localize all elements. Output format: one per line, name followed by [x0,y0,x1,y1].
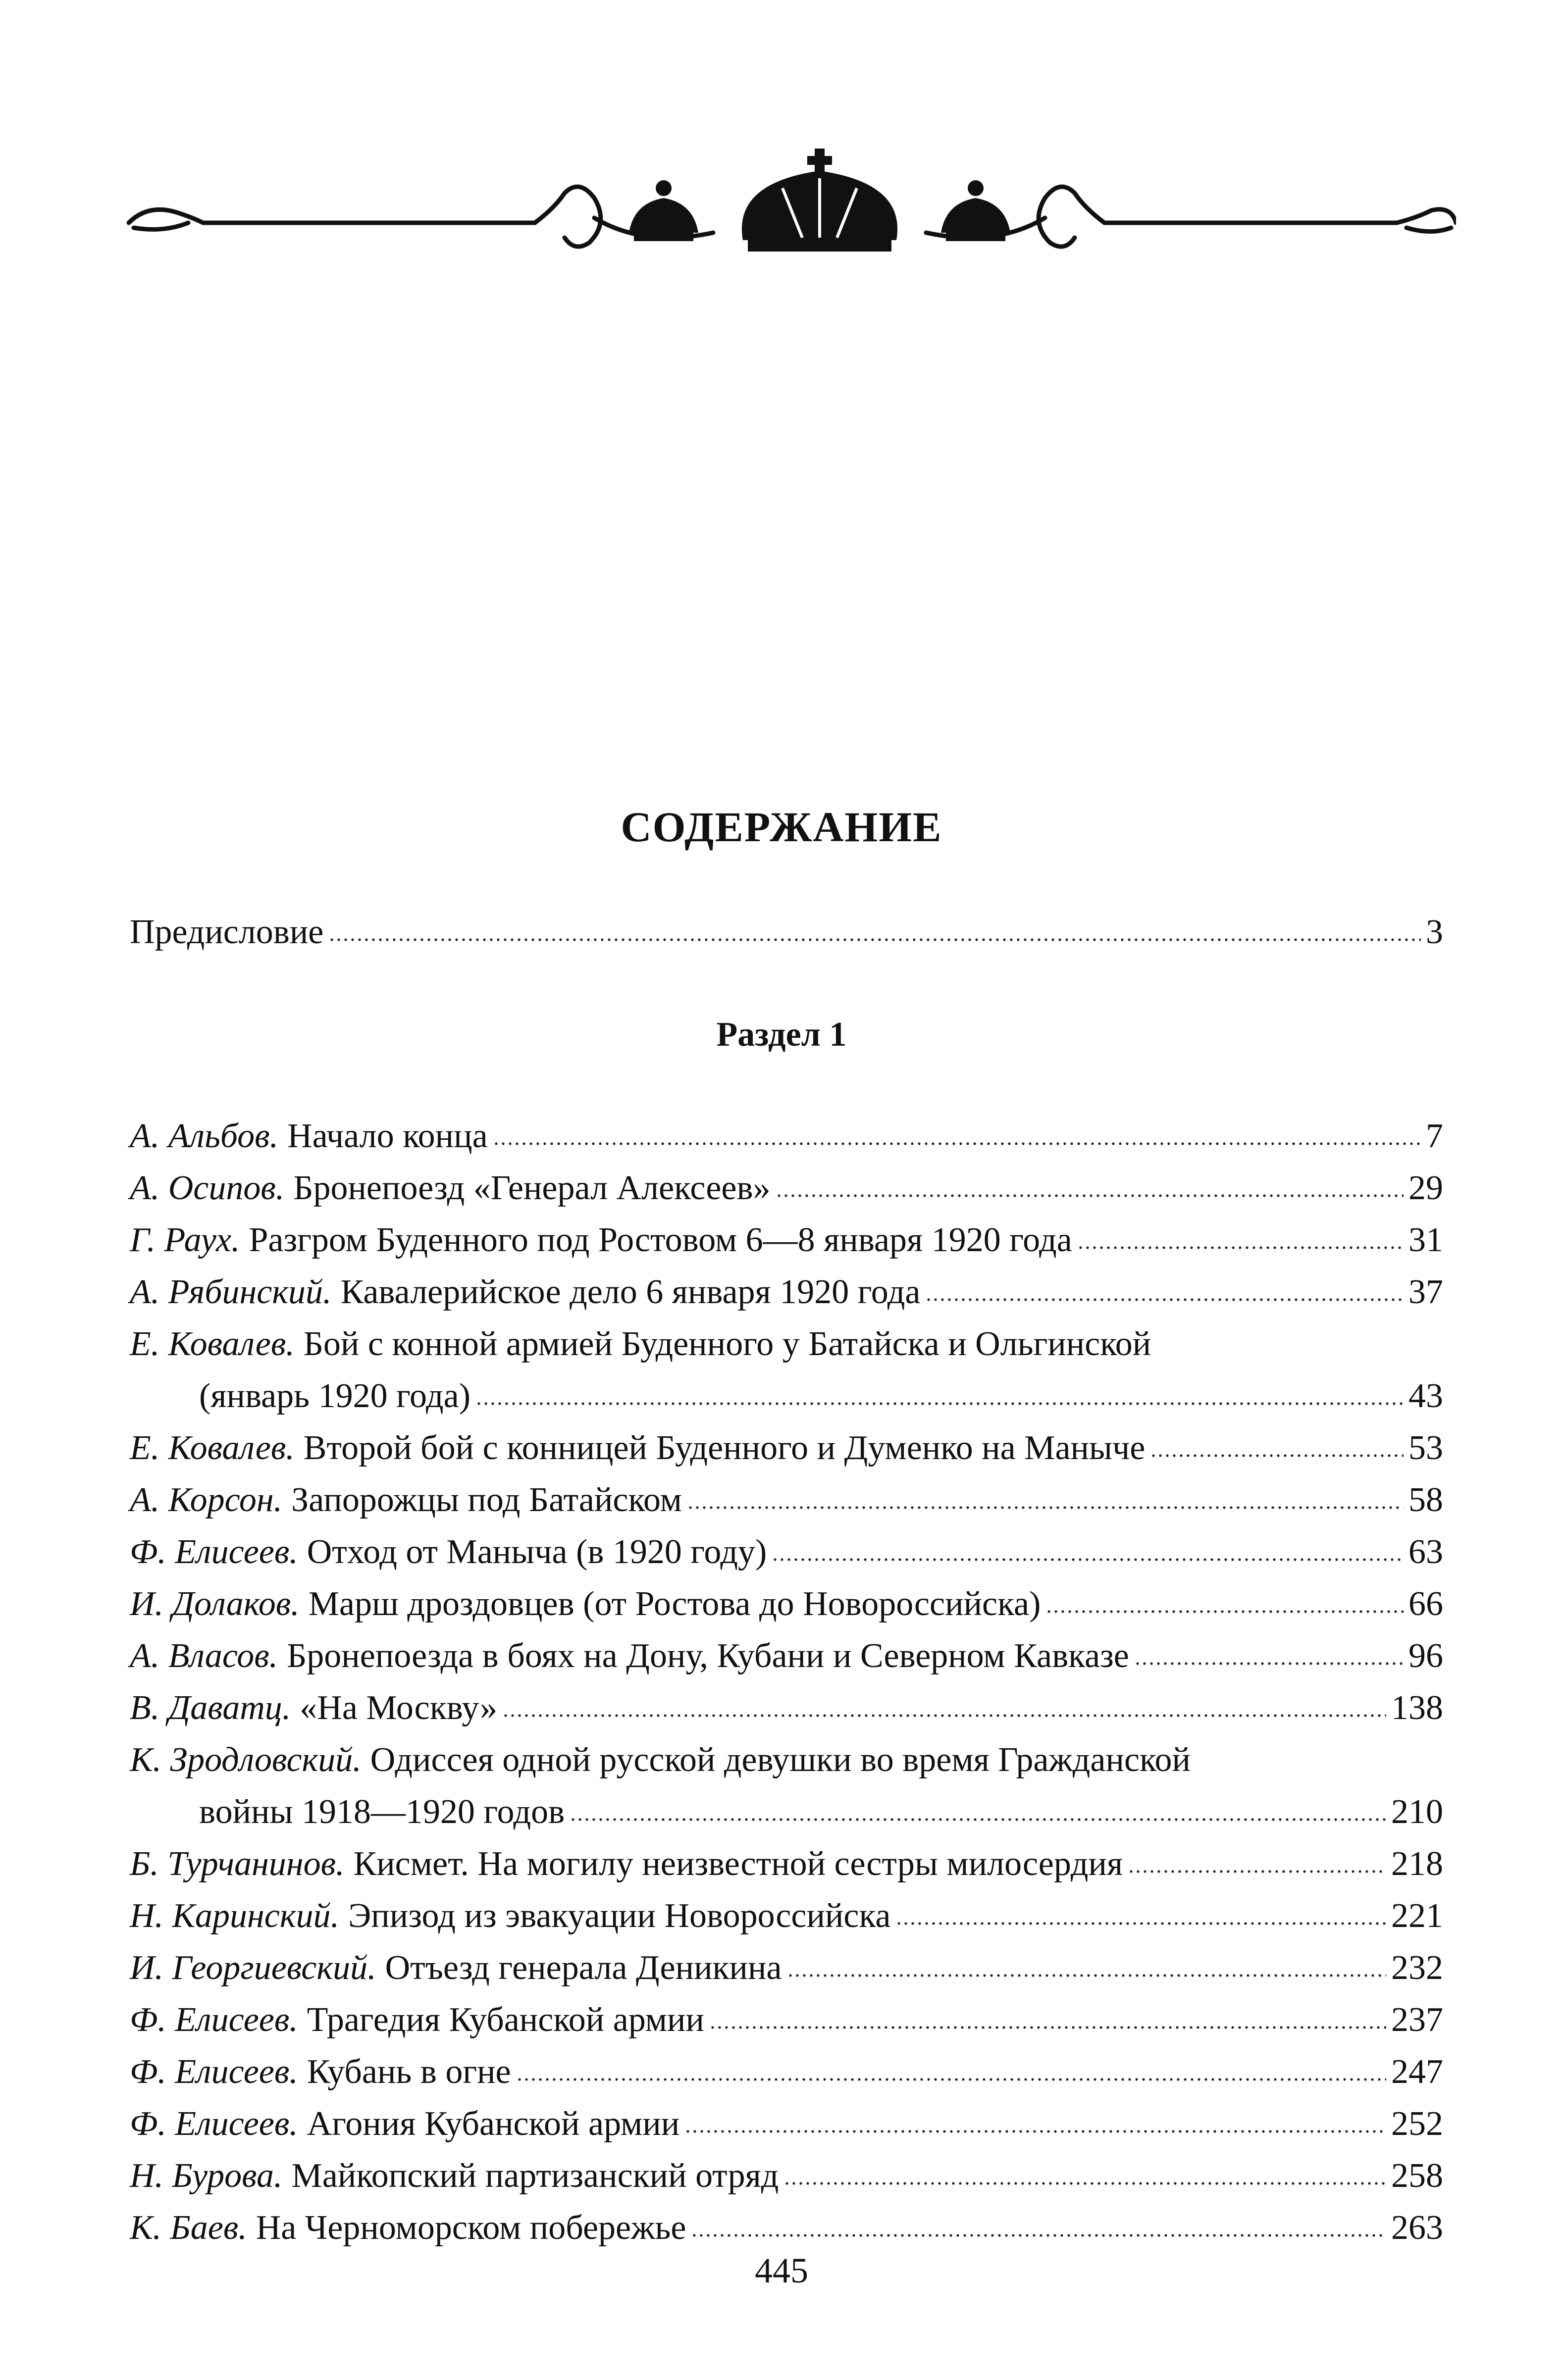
dot-leader [895,1920,1386,1927]
entry-author: В. Даватц. [130,1689,291,1727]
entry-line [130,2202,1443,2254]
dot-leader [772,1556,1404,1563]
toc-entry[interactable] [130,1578,1443,1630]
entry-author: Н. Каринский. [130,1897,340,1935]
entry-title: Бой с конной армией Буденного у Батайска и Ольгинской [303,1325,1151,1363]
dot-leader [1077,1244,1404,1251]
dot-leader [1045,1608,1404,1615]
entry-title: Разгром Буденного под Ростовом 6—8 января 1920 года [249,1221,1072,1259]
entry-line [130,1318,1443,1370]
entry-page: 7 [1426,1117,1443,1155]
toc-entry[interactable] [130,1890,1443,1942]
entry-line [130,1578,1443,1630]
toc-entry[interactable] [130,1110,1443,1162]
entry-line [130,1734,1443,1786]
entry-author: Ф. Елисеев. [130,2053,298,2091]
toc-list [130,1110,1443,2254]
entry-line [130,2046,1443,2098]
entry-author: И. Георгиевский. [130,1949,376,1987]
entry-page: 232 [1391,1949,1443,1987]
dot-leader [684,2128,1386,2135]
dot-leader [787,1972,1386,1979]
entry-title: Кисмет. На могилу неизвестной сестры милосердия [353,1845,1123,1883]
toc-entry[interactable] [130,1630,1443,1682]
dot-leader [1128,1868,1386,1875]
page-title: СОДЕРЖАНИЕ [621,803,942,851]
entry-line [130,1942,1443,1994]
entry-line-continued [130,1786,1443,1838]
entry-title: «На Москву» [300,1689,498,1727]
entry-author: Е. Ковалев. [130,1429,295,1467]
entry-line [130,2150,1443,2202]
toc-entry[interactable] [130,1422,1443,1474]
entry-page: 247 [1391,2053,1443,2091]
dot-leader [516,2076,1386,2083]
entry-page: 221 [1391,1897,1443,1935]
entry-title-continued: войны 1918—1920 годов [199,1793,565,1831]
entry-line [130,1994,1443,2046]
entry-page: 218 [1391,1845,1443,1883]
toc-entry[interactable] [130,1526,1443,1578]
entry-title: Второй бой с конницей Буденного и Думенко на Маныче [303,1429,1146,1467]
entry-page: 31 [1408,1221,1443,1259]
toc-entry[interactable] [130,1838,1443,1890]
toc-entry[interactable] [130,2098,1443,2150]
dot-leader [776,1192,1404,1199]
toc-entry[interactable] [130,1942,1443,1994]
dot-leader [1134,1660,1404,1667]
entry-author: Б. Турчанинов. [130,1845,345,1883]
entry-title: Эпизод из эвакуации Новороссийска [348,1897,891,1935]
entry-title: На Черноморском побережье [256,2209,686,2247]
entry-page: 138 [1391,1689,1443,1727]
entry-title: Предисловие [130,913,324,951]
entry-page: 63 [1408,1533,1443,1571]
entry-title: Запорожцы под Батайском [291,1481,682,1519]
entry-line [130,1162,1443,1214]
entry-title: Одиссея одной русской девушки во время Гражданской [370,1741,1191,1779]
toc-entry[interactable] [130,2150,1443,2202]
toc-entry[interactable] [130,1318,1443,1422]
dot-leader [502,1712,1386,1719]
entry-title: Марш дроздовцев (от Ростова до Новороссийска) [308,1585,1041,1623]
page-number: 445 [755,2251,808,2290]
entry-line [130,1110,1443,1162]
entry-page: 66 [1408,1585,1443,1623]
dot-leader [691,2232,1386,2239]
dot-leader [475,1400,1404,1407]
entry-title: Агония Кубанской армии [307,2105,680,2143]
entry-author: И. Долаков. [130,1585,300,1623]
entry-page: 29 [1408,1169,1443,1207]
entry-title-continued: (январь 1920 года) [199,1377,471,1415]
entry-author: Ф. Елисеев. [130,1533,298,1571]
entry-page: 237 [1391,2001,1443,2039]
entry-line [130,1682,1443,1734]
entry-author: А. Корсон. [130,1481,283,1519]
entry-page: 258 [1391,2157,1443,2195]
entry-page: 43 [1408,1377,1443,1415]
entry-author: Ф. Елисеев. [130,2001,298,2039]
toc-entry[interactable] [130,1474,1443,1526]
entry-page: 252 [1391,2105,1443,2143]
toc-entry[interactable] [130,1994,1443,2046]
entry-author: Ф. Елисеев. [130,2105,298,2143]
dot-leader [493,1140,1421,1147]
entry-page: 3 [1426,913,1443,951]
toc-entry[interactable] [130,1734,1443,1838]
entry-title: Трагедия Кубанской армии [307,2001,704,2039]
dot-leader [1150,1452,1404,1459]
entry-author: Е. Ковалев. [130,1325,295,1363]
entry-line [130,1890,1443,1942]
entry-title: Кавалерийское дело 6 января 1920 года [340,1273,921,1311]
entry-page: 53 [1408,1429,1443,1467]
section-heading: Раздел 1 [716,1015,847,1054]
entry-author: Г. Раух. [130,1221,240,1259]
toc-entry[interactable] [130,1266,1443,1318]
entry-title: Отъезд генерала Деникина [385,1949,782,1987]
entry-author: К. Баев. [130,2209,247,2247]
entry-line-continued [130,1370,1443,1422]
entry-line [130,1526,1443,1578]
entry-title: Отход от Маныча (в 1920 году) [307,1533,767,1571]
entry-author: А. Рябинский. [130,1273,332,1311]
toc-entry[interactable] [130,1214,1443,1266]
entry-title: Бронепоезд «Генерал Алексеев» [293,1169,771,1207]
entry-line [130,1838,1443,1890]
entry-page: 58 [1408,1481,1443,1519]
entry-author: А. Осипов. [130,1169,285,1207]
entry-line [130,1266,1443,1318]
entry-page: 96 [1408,1637,1443,1675]
preface-entry[interactable] [130,906,1443,958]
entry-line [130,2098,1443,2150]
entry-page: 37 [1408,1273,1443,1311]
toc-entry[interactable] [130,2202,1443,2254]
entry-title: Кубань в огне [307,2053,511,2091]
entry-author: А. Альбов. [130,1117,279,1155]
dot-leader [687,1504,1404,1511]
toc-entry[interactable] [130,1162,1443,1214]
entry-line [130,1214,1443,1266]
dot-leader [925,1296,1404,1303]
entry-line [130,1474,1443,1526]
dot-leader [709,2024,1386,2031]
entry-line [130,1630,1443,1682]
crown-ornament-icon [119,149,1456,267]
dot-leader [783,2180,1386,2187]
entry-title: Бронепоезда в боях на Дону, Кубани и Северном Кавказе [287,1637,1129,1675]
entry-author: К. Зродловский. [130,1741,362,1779]
entry-title: Начало конца [287,1117,488,1155]
entry-title: Майкопский партизанский отряд [291,2157,779,2195]
entry-author: А. Власов. [130,1637,278,1675]
entry-line [130,1422,1443,1474]
toc-entry[interactable] [130,2046,1443,2098]
dot-leader [570,1816,1386,1823]
entry-page: 210 [1391,1793,1443,1831]
toc-entry[interactable] [130,1682,1443,1734]
dot-leader [328,936,1421,943]
entry-page: 263 [1391,2209,1443,2247]
entry-author: Н. Бурова. [130,2157,283,2195]
